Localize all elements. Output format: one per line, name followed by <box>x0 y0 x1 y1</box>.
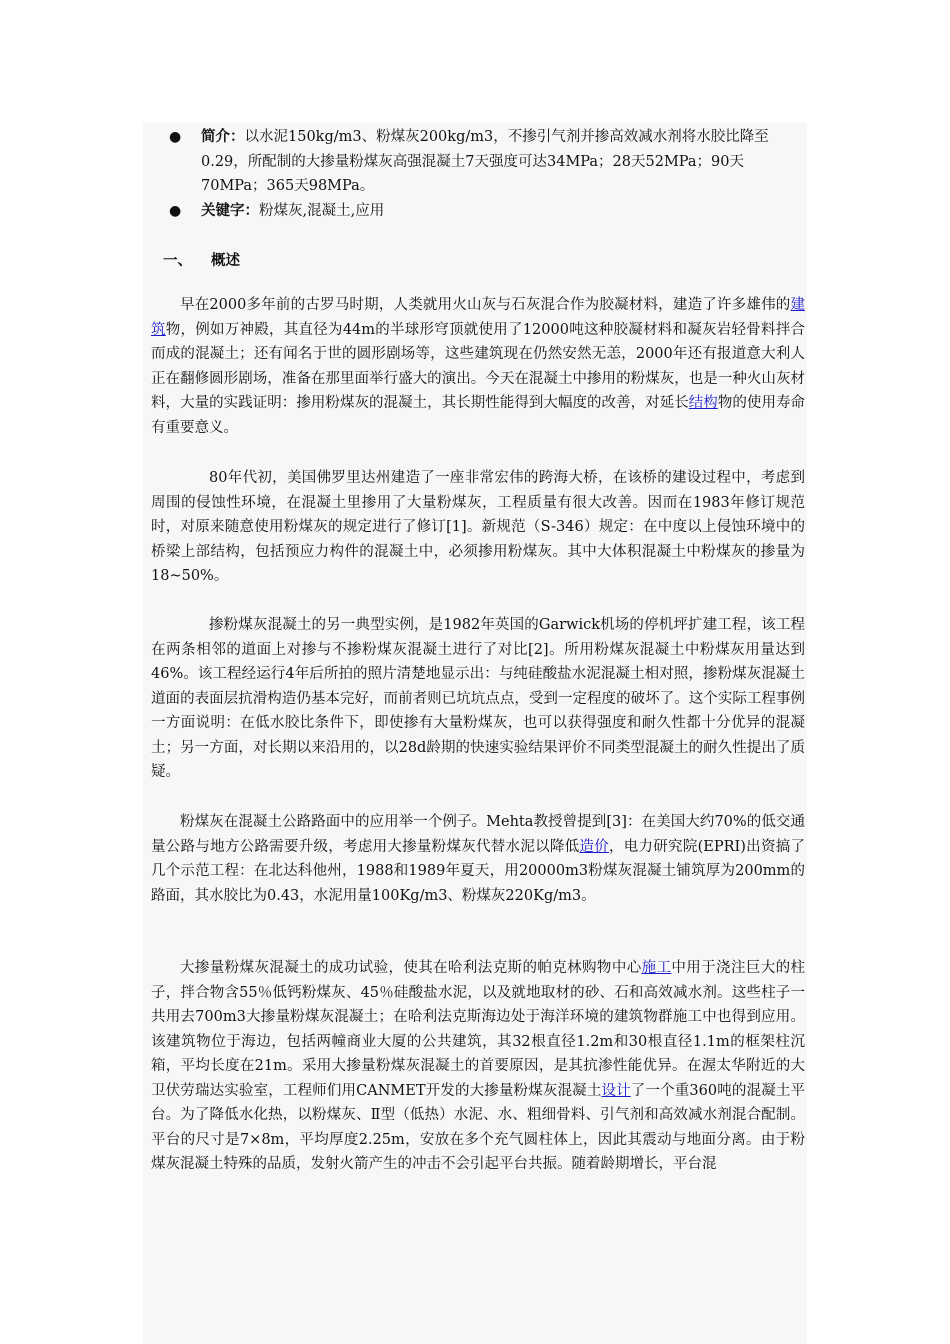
p5-text-1: 大掺量粉煤灰混凝土的成功试验，使其在哈利法克斯的帕克林购物中心 <box>180 960 642 976</box>
section-heading <box>163 249 240 270</box>
article-panel <box>143 123 807 1344</box>
intro-text: 以水泥150kg/m3、粉煤灰200kg/m3，不掺引气剂并掺高效减水剂将水胶比降至0.29，所配制的大掺量粉煤灰高强混凝土7天强度可达34MPa；28天52MPa；90天70MPa；365天98MPa。 <box>201 129 769 194</box>
p1-text-3: 物的使用寿命有重要意义。 <box>151 395 806 436</box>
p5-text-2: 中用于浇注巨大的柱子，拌合物含55％低钙粉煤灰、45％硅酸盐水泥，以及就地取材的砂、石和高效减水剂。这些柱子一共用去700m3大掺量粉煤灰混凝土；在哈利法克斯海边处于海洋环境的建筑物群施工中也得到应用。该建筑物位于海边，包括两幢商业大厦的公共建筑，其32根直径1.2m和30根直径1.1m的框架柱沉箱，平均长度在21m。采用大掺量粉煤灰混凝土的首要原因，是其抗渗性能优异。在渥太华附近的大卫伏劳瑞达实验室，工程师们用CANMET开发的大掺量粉煤灰混凝土 <box>151 960 806 1099</box>
paragraph-3: 掺粉煤灰混凝土的另一典型实例，是1982年英国的Garwick机场的停机坪扩建工程，该工程在两条相邻的道面上对掺与不掺粉煤灰混凝土进行了对比[2]。所用粉煤灰混凝土中粉煤灰用量达到46%。该工程经运行4年后所拍的照片清楚地显示出：与纯硅酸盐水泥混凝土相对照，掺粉煤灰混凝土道面的表面层抗滑构造仍基本完好，而前者则已坑坑点点，受到一定程度的破坏了。这个实际工程事例一方面说明：在低水胶比条件下，即使掺有大量粉煤灰，也可以获得强度和耐久性都十分优异的混凝土；另一方面，对长期以来沿用的，以28d龄期的快速实验结果评价不同类型混凝土的耐久性提出了质疑。 <box>151 617 805 780</box>
paragraph-2: 80年代初，美国佛罗里达州建造了一座非常宏伟的跨海大桥，在该桥的建设过程中，考虑到周围的侵蚀性环境，在混凝土里掺用了大量粉煤灰，工程质量有很大改善。因而在1983年修订规范时，对原来随意使用粉煤灰的规定进行了修订[1]。新规范（S-346）规定：在中度以上侵蚀环境中的桥梁上部结构，包括预应力构件的混凝土中，必须掺用粉煤灰。其中大体积混凝土中粉煤灰的掺量为18~50%。 <box>151 470 805 584</box>
paragraph-4 <box>151 810 805 908</box>
p5-text-3: 了一个重360吨的混凝土平台。为了降低水化热，以粉煤灰、Ⅱ型（低热）水泥、水、粗细骨料、引气剂和高效减水剂混合配制。平台的尺寸是7×8m，平均厚度2.25m，安放在多个充气圆柱体上，因此其震动与地面分离。由于粉煤灰混凝土特殊的品质，发射火箭产生的冲击不会引起平台共振。随着龄期增长，平台混 <box>151 1082 805 1172</box>
p4-text-2: ，电力研究院(EPRI)出资搞了几个示范工程：在北达科他州，1988和1989年夏天，用20000m3粉煤灰混凝土铺筑厚为200mm的路面，其水胶比为0.43，水泥用量100Kg/m3、粉煤灰220Kg/m3。 <box>151 838 805 904</box>
intro-label: 简介： <box>201 129 245 145</box>
section-number: 一、 <box>163 253 192 269</box>
link-construction[interactable]: 施工 <box>641 960 672 976</box>
paragraph-5 <box>151 956 805 1177</box>
p1-text-2: 物，例如万神殿，其直径为44m的半球形穹顶就使用了12000吨这种胶凝材料和凝灰岩轻骨料拌合而成的混凝土；还有闻名于世的圆形剧场等，这些建筑现在仍然安然无恙，2000年还有报道意大利人正在翻修圆形剧场，准备在那里面举行盛大的演出。今天在混凝土中掺用的粉煤灰，也是一种火山灰材料，大量的实践证明：掺用粉煤灰的混凝土，其长期性能得到大幅度的改善，对延长 <box>151 321 806 411</box>
bullet-icon: ● <box>169 129 182 145</box>
link-structure[interactable]: 结构 <box>688 395 718 411</box>
link-cost[interactable]: 造价 <box>579 838 609 855</box>
bullet-icon: ● <box>169 202 182 219</box>
link-design[interactable]: 设计 <box>601 1082 631 1099</box>
p4-text-1: 粉煤灰在混凝土公路路面中的应用举一个例子。Mehta教授曾提到[3]：在美国大约70%的低交通量公路与地方公路需要升级，考虑用大掺量粉煤灰代替水泥以降低 <box>151 814 805 855</box>
section-title: 概述 <box>211 253 240 269</box>
paragraph-1 <box>151 293 805 440</box>
summary-list <box>169 125 809 223</box>
link-architecture[interactable]: 建筑 <box>151 297 805 338</box>
keywords-label: 关键字： <box>201 202 259 219</box>
keywords-text: 粉煤灰,混凝土,应用 <box>259 202 385 219</box>
summary-item-intro <box>169 125 809 199</box>
summary-item-keywords <box>169 199 809 224</box>
p1-text-1: 早在2000多年前的古罗马时期，人类就用火山灰与石灰混合作为胶凝材料，建造了许多雄伟的 <box>180 297 791 313</box>
